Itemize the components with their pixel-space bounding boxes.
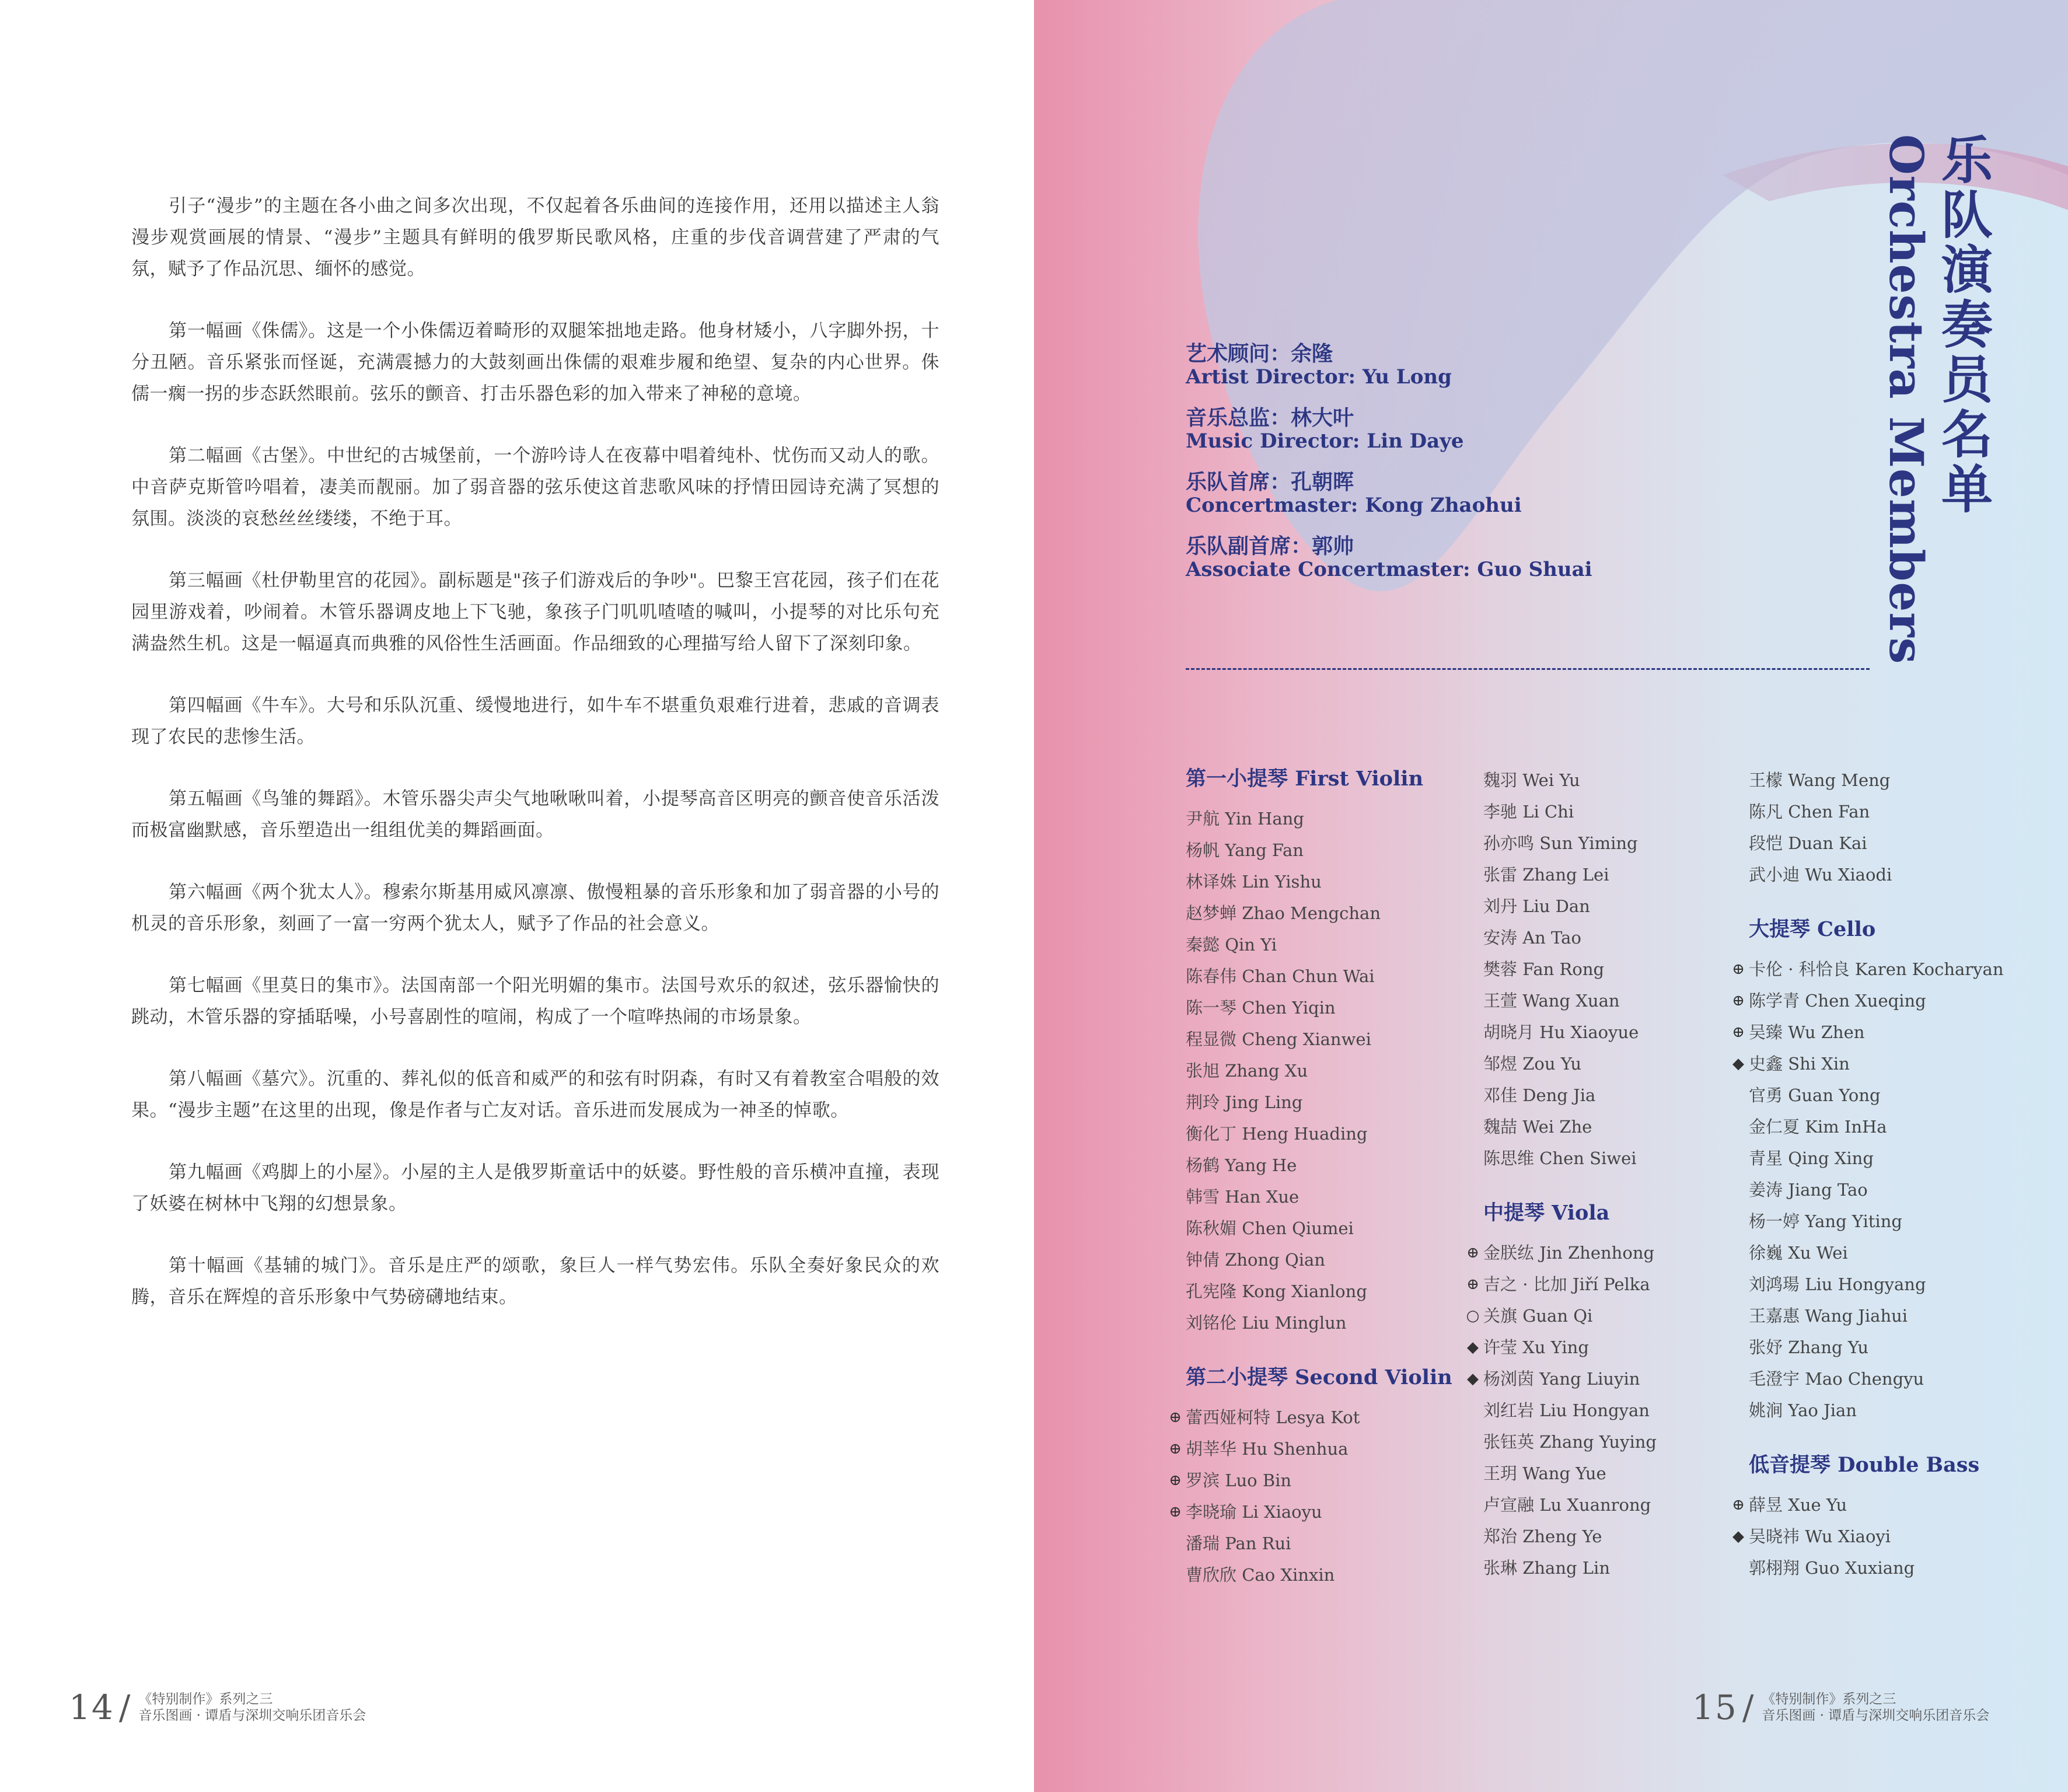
title-english: Orchestra Members (1879, 134, 1934, 665)
member-name: 薛昱 Xue Yu (1749, 1495, 1847, 1515)
member-name: 衡化丁 Heng Huading (1186, 1124, 1368, 1144)
leader-cn: 艺术顾问：余隆 (1186, 341, 1333, 366)
paragraph: 第七幅画《里莫日的集市》。法国南部一个阳光明媚的集市。法国号欢乐的叙述，弦乐器愉快的跳动，木管乐器的穿插聒噪，小号喜剧性的喧闹，构成了一个喧哗热闹的市场景象。 (131, 975, 939, 1028)
leader-cn: 乐队副首席：郭帅 (1186, 534, 1354, 558)
circle-plus-marker-icon: ⊕ (1466, 1276, 1479, 1293)
member-row (1467, 1363, 1657, 1395)
member-name: 曹欣欣 Cao Xinxin (1186, 1565, 1335, 1585)
circle-plus-marker-icon: ⊕ (1169, 1409, 1182, 1426)
member-name: 王檬 Wang Meng (1749, 770, 1891, 790)
leader-en: Associate Concertmaster: Guo Shuai (1186, 558, 1592, 581)
member-name: 邹煜 Zou Yu (1483, 1054, 1582, 1074)
roster-column-1 (1169, 764, 1452, 1591)
member-row (1186, 1118, 1452, 1150)
member-name: 张妤 Zhang Yu (1749, 1337, 1869, 1357)
member-name: 姜涛 Jiang Tao (1749, 1180, 1868, 1200)
member-row (1467, 1332, 1657, 1363)
member-name: 许莹 Xu Ying (1483, 1337, 1589, 1357)
circle-plus-marker-icon: ⊕ (1169, 1503, 1182, 1521)
member-name: 潘瑞 Pan Rui (1186, 1533, 1291, 1553)
member-row (1749, 1111, 2004, 1143)
member-name: 金朕纮 Jin Zhenhong (1483, 1243, 1655, 1263)
member-name: 徐巍 Xu Wei (1749, 1243, 1848, 1263)
paragraph: 第九幅画《鸡脚上的小屋》。小屋的主人是俄罗斯童话中的妖婆。野性般的音乐横冲直撞，表现了妖婆在树林中飞翔的幻想景象。 (131, 1162, 939, 1214)
paragraph: 引子“漫步”的主题在各小曲之间多次出现，不仅起着各乐曲间的连接作用，还用以描述主人翁漫步观赏画展的情景、“漫步”主题具有鲜明的俄罗斯民歌风格，庄重的步伐音调营建了严肃的气氛，赋予了作品沉思、缅怀的感觉。 (131, 195, 939, 280)
leader-associate-concertmaster (1186, 534, 1592, 581)
member-row (1749, 1080, 2004, 1111)
leader-music-director (1186, 406, 1592, 452)
circle-plus-marker-icon: ⊕ (1732, 960, 1745, 978)
member-row (1186, 1087, 1452, 1118)
circle-plus-marker-icon: ⊕ (1466, 1244, 1479, 1262)
leader-en: Concertmaster: Kong Zhaohui (1186, 494, 1522, 517)
page-footer-right (1692, 1688, 1989, 1727)
member-row (1749, 1143, 2004, 1174)
footer-slash: / (118, 1688, 131, 1727)
member-row (1483, 1458, 1657, 1489)
member-name: 刘鸿瑒 Liu Hongyang (1749, 1274, 1926, 1294)
footer-slash: / (1742, 1688, 1754, 1727)
member-name: 卡伦 · 科恰良 Karen Kocharyan (1749, 959, 2004, 979)
member-row (1186, 960, 1452, 992)
member-row (1483, 1489, 1657, 1521)
member-name: 安涛 An Tao (1483, 928, 1581, 948)
member-name: 毛澄宇 Mao Chengyu (1749, 1369, 1924, 1389)
program-notes (131, 190, 939, 1343)
roster-column-2 (1466, 764, 1657, 1584)
member-name: 杨浏茵 Yang Liuyin (1483, 1369, 1640, 1389)
member-name: 张钰英 Zhang Yuying (1483, 1432, 1657, 1452)
footer-concert: 音乐图画 · 谭盾与深圳交响乐团音乐会 (138, 1708, 366, 1723)
section-heading-viola: 中提琴 Viola (1483, 1201, 1610, 1225)
title-chinese: 乐队演奏员名单 (1933, 133, 1994, 517)
member-row (1186, 1055, 1452, 1087)
paragraph: 第四幅画《牛车》。大号和乐队沉重、缓慢地进行，如牛车不堪重负艰难行进着，悲戚的音调表现了农民的悲惨生活。 (131, 695, 939, 747)
member-name: 樊蓉 Fan Rong (1483, 959, 1605, 979)
member-name: 陈春伟 Chan Chun Wai (1186, 966, 1375, 986)
member-row (1732, 1016, 2004, 1048)
leader-artist-director (1186, 341, 1592, 388)
member-name: 蕾西娅柯特 Lesya Kot (1186, 1407, 1360, 1427)
member-row (1749, 764, 2004, 796)
member-row (1732, 1048, 2004, 1080)
member-name: 吴臻 Wu Zhen (1749, 1022, 1865, 1042)
member-row (1483, 764, 1657, 796)
leader-cn: 音乐总监：林大叶 (1186, 406, 1354, 430)
footer-lines (138, 1691, 366, 1724)
second-violin-list (1169, 1402, 1452, 1591)
member-name: 王萱 Wang Xuan (1483, 991, 1620, 1011)
member-row (1749, 827, 2004, 859)
member-row (1466, 1237, 1657, 1269)
cello-list (1732, 953, 2004, 1426)
member-row (1483, 1080, 1657, 1111)
member-row (1483, 1111, 1657, 1143)
member-row (1749, 1395, 2004, 1426)
member-name: 卢宣融 Lu Xuanrong (1483, 1495, 1651, 1515)
member-row (1186, 1213, 1452, 1244)
paragraph: 第一幅画《侏儒》。这是一个小侏儒迈着畸形的双腿笨拙地走路。他身材矮小，八字脚外拐，十分丑陋。音乐紧张而怪诞，充满震撼力的大鼓刻画出侏儒的艰难步履和绝望、复杂的内心世界。侏儒一瘸一拐的步态跃然眼前。弦乐的颤音、打击乐器色彩的加入带来了神秘的意境。 (131, 320, 939, 404)
page-footer-left (69, 1688, 366, 1727)
member-row (1186, 897, 1452, 929)
member-row (1186, 803, 1452, 834)
diamond-marker-icon: ◆ (1732, 1055, 1744, 1073)
footer-series: 《特别制作》系列之三 (1762, 1692, 1896, 1707)
section-heading-second-violin: 第二小提琴 Second Violin (1186, 1365, 1452, 1389)
member-row (1749, 1300, 2004, 1332)
right-page (1034, 0, 2068, 1792)
member-row (1466, 1269, 1657, 1300)
circle-marker-icon: ○ (1466, 1307, 1480, 1325)
member-row (1749, 1332, 2004, 1363)
member-row (1749, 859, 2004, 890)
member-name: 胡晓月 Hu Xiaoyue (1483, 1022, 1639, 1042)
member-name: 荆玲 Jing Ling (1186, 1092, 1303, 1112)
member-row (1186, 1023, 1452, 1055)
member-row (1732, 985, 2004, 1016)
member-name: 段恺 Duan Kai (1749, 833, 1867, 853)
viola-list (1466, 1237, 1657, 1584)
circle-plus-marker-icon: ⊕ (1169, 1472, 1182, 1489)
member-row (1483, 1521, 1657, 1552)
paragraph: 第十幅画《基辅的城门》。音乐是庄严的颂歌，象巨人一样气势宏伟。乐队全奏好象民众的欢腾，音乐在辉煌的音乐形象中气势磅礴地结束。 (131, 1255, 939, 1308)
member-row (1749, 796, 2004, 827)
member-name: 尹航 Yin Hang (1186, 809, 1304, 829)
member-name: 张雷 Zhang Lei (1483, 865, 1609, 885)
leader-en: Music Director: Lin Daye (1186, 429, 1464, 453)
member-row (1186, 929, 1452, 960)
member-name: 刘铭伦 Liu Minglun (1186, 1313, 1347, 1333)
member-name: 王嘉惠 Wang Jiahui (1749, 1306, 1908, 1326)
dashed-divider (1186, 668, 1870, 670)
member-row (1186, 1150, 1452, 1181)
member-name: 王玥 Wang Yue (1483, 1463, 1606, 1483)
member-row (1169, 1465, 1452, 1496)
member-row (1169, 1433, 1452, 1465)
member-name: 杨一婷 Yang Yiting (1749, 1211, 1902, 1231)
page-number: 15 (1692, 1688, 1738, 1727)
member-name: 姚涧 Yao Jian (1749, 1400, 1857, 1420)
member-name: 吉之 · 比加 Jiří Pelka (1483, 1274, 1650, 1294)
member-row (1749, 1174, 2004, 1206)
circle-plus-marker-icon: ⊕ (1732, 992, 1745, 1009)
member-name: 林译姝 Lin Yishu (1186, 872, 1322, 892)
diamond-marker-icon: ◆ (1467, 1370, 1479, 1388)
member-name: 关旗 Guan Qi (1483, 1306, 1593, 1326)
leader-en: Artist Director: Yu Long (1186, 365, 1452, 389)
member-name: 杨鹤 Yang He (1186, 1155, 1297, 1175)
member-name: 赵梦蝉 Zhao Mengchan (1186, 903, 1381, 923)
member-name: 魏喆 Wei Zhe (1483, 1117, 1592, 1137)
section-heading-cello: 大提琴 Cello (1749, 917, 1876, 941)
member-row (1749, 1363, 2004, 1395)
member-name: 程显微 Cheng Xianwei (1186, 1029, 1371, 1049)
member-name: 陈凡 Chen Fan (1749, 802, 1870, 822)
paragraph: 第二幅画《古堡》。中世纪的古城堡前，一个游吟诗人在夜幕中唱着纯朴、忧伤而又动人的歌。中音萨克斯管吟唱着，凄美而靓丽。加了弱音器的弦乐使这首悲歌风味的抒情田园诗充满了冥想的氛围。淡淡的哀愁丝丝缕缕，不绝于耳。 (131, 445, 939, 529)
section-heading-first-violin: 第一小提琴 First Violin (1186, 767, 1424, 791)
member-row (1186, 1276, 1452, 1307)
member-name: 魏羽 Wei Yu (1483, 770, 1580, 790)
member-name: 刘红岩 Liu Hongyan (1483, 1400, 1650, 1420)
member-name: 秦懿 Qin Yi (1186, 935, 1277, 955)
member-name: 李驰 Li Chi (1483, 802, 1574, 822)
member-row (1483, 796, 1657, 827)
member-name: 邓佳 Deng Jia (1483, 1085, 1596, 1105)
member-name: 史鑫 Shi Xin (1749, 1054, 1850, 1074)
member-row (1483, 953, 1657, 985)
circle-plus-marker-icon: ⊕ (1169, 1440, 1182, 1458)
member-name: 吴晓祎 Wu Xiaoyi (1749, 1526, 1891, 1546)
member-name: 陈一琴 Chen Yiqin (1186, 998, 1336, 1018)
member-name: 陈学青 Chen Xueqing (1749, 991, 1926, 1011)
member-row (1186, 992, 1452, 1023)
viola-list-continued (1749, 764, 2004, 890)
member-row (1483, 922, 1657, 953)
member-row (1483, 1426, 1657, 1458)
member-name: 张琳 Zhang Lin (1483, 1558, 1611, 1578)
footer-lines (1762, 1691, 1989, 1724)
roster-column-3 (1732, 764, 2004, 1584)
member-name: 孙亦鸣 Sun Yiming (1483, 833, 1638, 853)
member-name: 武小迪 Wu Xiaodi (1749, 865, 1892, 885)
member-name: 孔宪隆 Kong Xianlong (1186, 1281, 1367, 1301)
member-row (1749, 1552, 2004, 1584)
double-bass-list (1732, 1489, 2004, 1584)
member-row (1749, 1237, 2004, 1269)
member-row (1483, 1552, 1657, 1584)
diamond-marker-icon: ◆ (1467, 1339, 1479, 1356)
circle-plus-marker-icon: ⊕ (1732, 1023, 1745, 1041)
member-row (1732, 1521, 2004, 1552)
leader-cn: 乐队首席：孔朝晖 (1186, 470, 1354, 494)
member-row (1483, 1016, 1657, 1048)
member-row (1483, 1143, 1657, 1174)
member-name: 官勇 Guan Yong (1749, 1085, 1881, 1105)
member-name: 韩雪 Han Xue (1186, 1187, 1300, 1207)
paragraph: 第六幅画《两个犹太人》。穆索尔斯基用威风凛凛、傲慢粗暴的音乐形象和加了弱音器的小号的机灵的音乐形象，刻画了一富一穷两个犹太人，赋予了作品的社会意义。 (131, 882, 939, 934)
footer-series: 《特别制作》系列之三 (138, 1692, 273, 1707)
first-violin-list (1186, 803, 1452, 1339)
member-name: 金仁夏 Kim InHa (1749, 1117, 1887, 1137)
member-row (1186, 1181, 1452, 1213)
member-row (1732, 953, 2004, 985)
member-name: 杨帆 Yang Fan (1186, 840, 1304, 860)
member-name: 郑治 Zheng Ye (1483, 1526, 1602, 1546)
member-row (1749, 1206, 2004, 1237)
member-row (1169, 1402, 1452, 1433)
member-name: 张旭 Zhang Xu (1186, 1061, 1308, 1081)
member-name: 钟倩 Zhong Qian (1186, 1250, 1325, 1270)
member-row (1186, 1559, 1452, 1591)
paragraph: 第五幅画《鸟雏的舞蹈》。木管乐器尖声尖气地啾啾叫着，小提琴高音区明亮的颤音使音乐活泼而极富幽默感，音乐塑造出一组组优美的舞蹈画面。 (131, 788, 939, 841)
member-row (1186, 1307, 1452, 1339)
member-row (1483, 985, 1657, 1016)
member-name: 陈秋媚 Chen Qiumei (1186, 1218, 1354, 1238)
member-row (1186, 1244, 1452, 1276)
page-number: 14 (69, 1688, 114, 1727)
member-row (1186, 1528, 1452, 1559)
member-row (1186, 834, 1452, 866)
member-row (1466, 1300, 1657, 1332)
member-row (1483, 1395, 1657, 1426)
second-violin-list-continued (1483, 764, 1657, 1174)
circle-plus-marker-icon: ⊕ (1732, 1496, 1745, 1514)
member-row (1483, 890, 1657, 922)
section-heading-double-bass: 低音提琴 Double Bass (1749, 1453, 1980, 1477)
member-name: 陈思维 Chen Siwei (1483, 1148, 1637, 1168)
leader-concertmaster (1186, 470, 1592, 516)
member-row (1483, 859, 1657, 890)
member-name: 郭栩翔 Guo Xuxiang (1749, 1558, 1915, 1578)
member-name: 刘丹 Liu Dan (1483, 896, 1590, 916)
member-row (1749, 1269, 2004, 1300)
paragraph: 第三幅画《杜伊勒里宫的花园》。副标题是"孩子们游戏后的争吵"。巴黎王宫花园，孩子们在花园里游戏着，吵闹着。木管乐器调皮地上下飞驰，象孩子门叽叽喳喳的喊叫，小提琴的对比乐句充满盎然生机。这是一幅逼真而典雅的风俗性生活画面。作品细致的心理描写给人留下了深刻印象。 (131, 570, 939, 654)
member-row (1483, 827, 1657, 859)
member-row (1732, 1489, 2004, 1521)
leadership-list (1186, 341, 1592, 598)
member-name: 罗滨 Luo Bin (1186, 1470, 1292, 1490)
member-row (1186, 866, 1452, 897)
member-row (1483, 1048, 1657, 1080)
member-name: 李晓瑜 Li Xiaoyu (1186, 1502, 1322, 1522)
paragraph: 第八幅画《墓穴》。沉重的、葬礼似的低音和威严的和弦有时阴森，有时又有着教室合唱般的效果。“漫步主题”在这里的出现，像是作者与亡友对话。音乐进而发展成为一神圣的悼歌。 (131, 1068, 939, 1121)
member-row (1169, 1496, 1452, 1528)
member-name: 青星 Qing Xing (1749, 1148, 1874, 1168)
diamond-marker-icon: ◆ (1732, 1528, 1744, 1545)
footer-concert: 音乐图画 · 谭盾与深圳交响乐团音乐会 (1762, 1708, 1990, 1723)
member-name: 胡莘华 Hu Shenhua (1186, 1439, 1349, 1459)
